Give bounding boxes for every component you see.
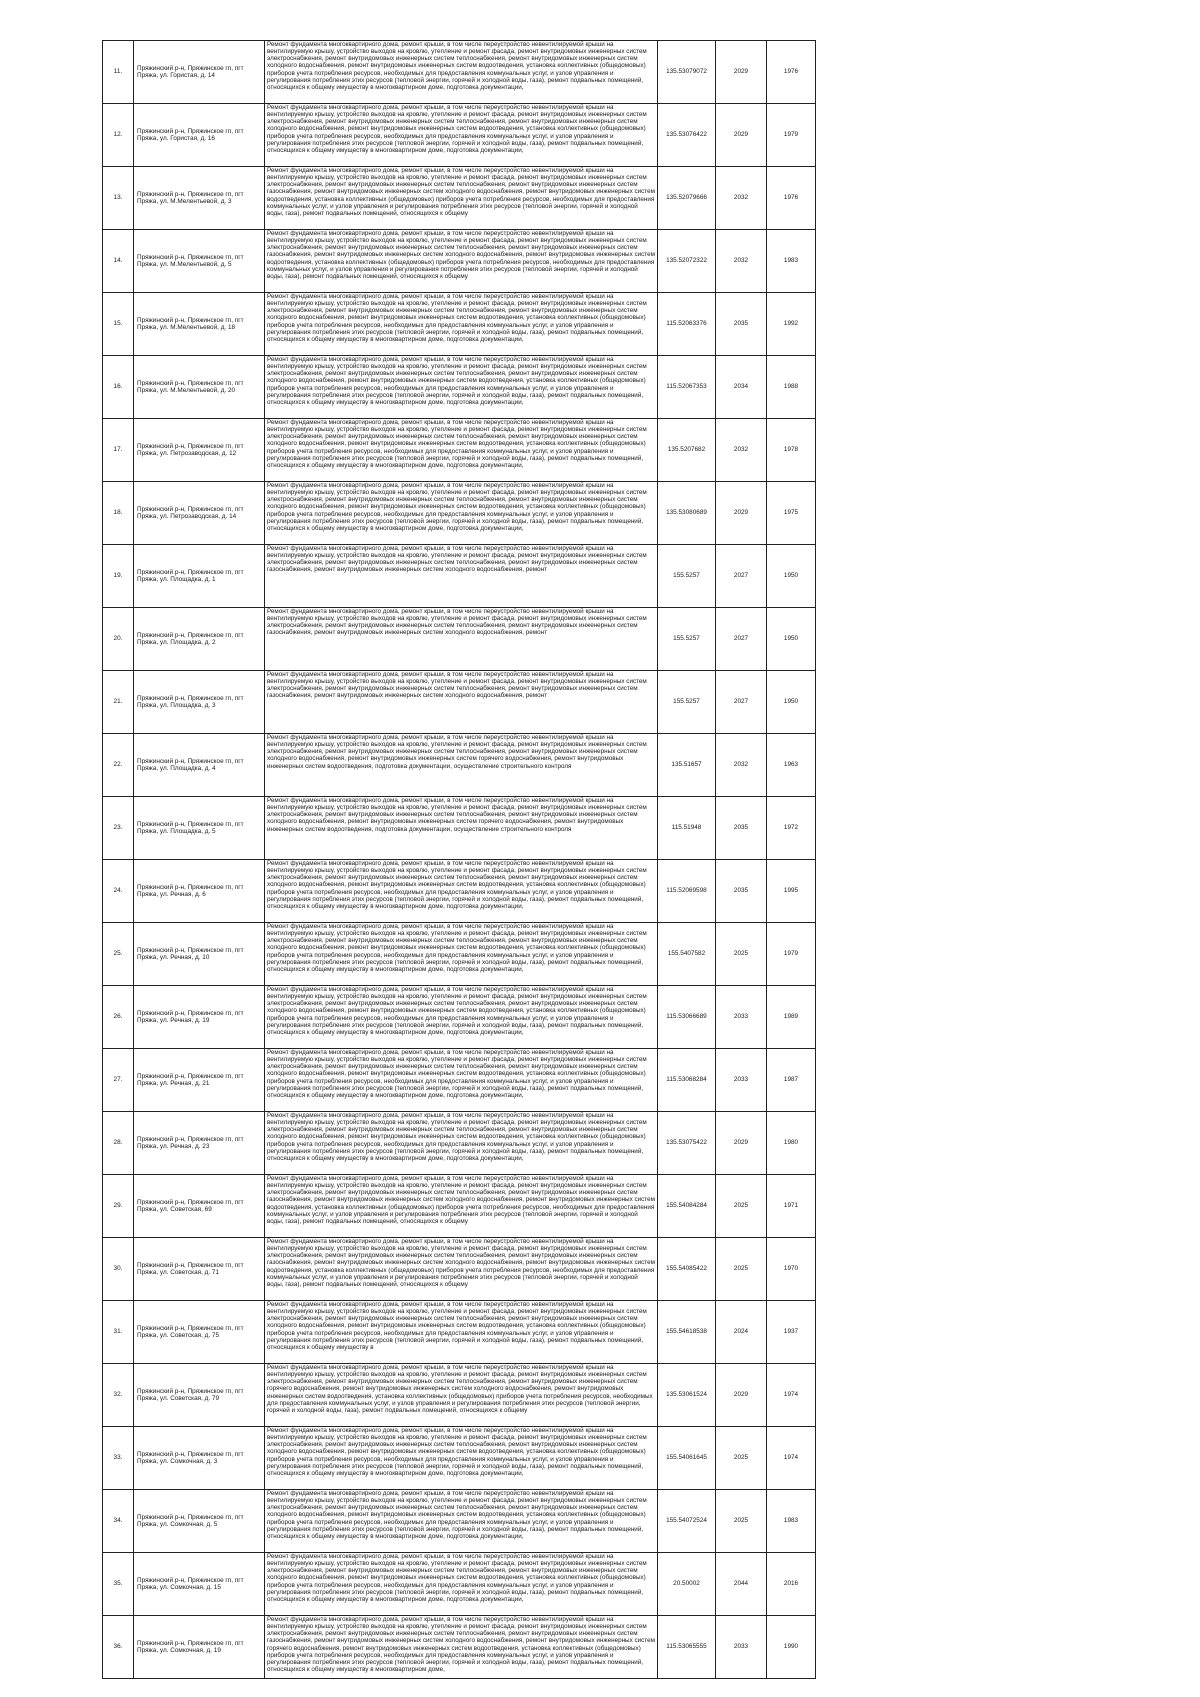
planned-year-cell: 2035: [716, 293, 767, 356]
year-built-cell: 1983: [767, 230, 816, 293]
repair-works-text: Ремонт фундамента многоквартирного дома, ремонт крыши, в том числе переустройство невентилируемой крыши на вентилируемую крышу, устройство выходов на кровлю, утепление и ремонт фасада, ремонт внутридомовых инженерных систем электроснабжения, ремонт внутридомовых инженерных систем теплоснабжения, ремонт внутридомовых инженерных систем холодного водоснабжения, ремонт внутридомовых инженерных систем водоотведения, установка коллективных (общедомовых) приборов учета потребления ресурсов, необходимых для предоставления коммунальных услуг, и узлов управления и регулирования потребления этих ресурсов (тепловой энергии, горячей и холодной воды, газа), ремонт подвальных помещений, относящихся к общему имуществу в многоквартирном доме, подготовка документации,: [267, 293, 647, 343]
row-number-cell: 16.: [103, 356, 134, 419]
repair-works-cell: [265, 923, 658, 986]
planned-year-cell: 2035: [716, 797, 767, 860]
repair-cost-cell: 155.54072524: [658, 1490, 716, 1553]
house-address-cell: Пряжинский р-н, Пряжинское гп, пгт Пряжа, ул. М.Мелентьевой, д. 3: [134, 167, 265, 230]
house-address-cell: Пряжинский р-н, Пряжинское гп, пгт Пряжа, ул. Речная, д. 23: [134, 1112, 265, 1175]
planned-year-cell: 2027: [716, 608, 767, 671]
planned-year-cell: 2029: [716, 1112, 767, 1175]
repair-cost-cell: 155.5257: [658, 608, 716, 671]
repair-works-cell: [265, 734, 658, 797]
row-number-cell: 27.: [103, 1049, 134, 1112]
house-address-cell: Пряжинский р-н, Пряжинское гп, пгт Пряжа, ул. Советская, 69: [134, 1175, 265, 1238]
year-built-cell: 1995: [767, 860, 816, 923]
table-row: [103, 1490, 816, 1553]
year-built-cell: 1971: [767, 1175, 816, 1238]
row-number-cell: 35.: [103, 1553, 134, 1616]
repair-cost-cell: 135.53080689: [658, 482, 716, 545]
repair-works-text: Ремонт фундамента многоквартирного дома, ремонт крыши, в том числе переустройство невентилируемой крыши на вентилируемую крышу, устройство выходов на кровлю, утепление и ремонт фасада, ремонт внутридомовых инженерных систем электроснабжения, ремонт внутридомовых инженерных систем теплоснабжения, ремонт внутридомовых инженерных систем холодного водоснабжения, ремонт внутридомовых инженерных систем водоотведения, установка коллективных (общедомовых) приборов учета потребления ресурсов, необходимых для предоставления коммунальных услуг, и узлов управления и регулирования потребления этих ресурсов (тепловой энергии, горячей и холодной воды, газа), ремонт подвальных помещений, относящихся к общему имуществу в многоквартирном доме, подготовка документации,: [267, 860, 647, 910]
house-address-cell: Пряжинский р-н, Пряжинское гп, пгт Пряжа, ул. Сомкочная, д. 5: [134, 1490, 265, 1553]
repair-works-cell: [265, 1238, 658, 1301]
repair-works-text: Ремонт фундамента многоквартирного дома, ремонт крыши, в том числе переустройство невентилируемой крыши на вентилируемую крышу, устройство выходов на кровлю, утепление и ремонт фасада, ремонт внутридомовых инженерных систем электроснабжения, ремонт внутридомовых инженерных систем теплоснабжения, ремонт внутридомовых инженерных систем газоснабжения, ремонт внутридомовых инженерных систем холодного водоснабжения, ремонт: [267, 671, 647, 700]
repair-works-cell: [265, 671, 658, 734]
row-number-cell: 17.: [103, 419, 134, 482]
house-address-cell: Пряжинский р-н, Пряжинское гп, пгт Пряжа, ул. Площадка, д. 3: [134, 671, 265, 734]
table-row: [103, 1301, 816, 1364]
year-built-cell: 1978: [767, 419, 816, 482]
table-row: [103, 419, 816, 482]
table-row: [103, 293, 816, 356]
table-row: [103, 797, 816, 860]
year-built-cell: 1974: [767, 1427, 816, 1490]
year-built-cell: 1988: [767, 356, 816, 419]
repair-cost-cell: 155.5407582: [658, 923, 716, 986]
repair-works-text: Ремонт фундамента многоквартирного дома, ремонт крыши, в том числе переустройство невентилируемой крыши на вентилируемую крышу, устройство выходов на кровлю, утепление и ремонт фасада, ремонт внутридомовых инженерных систем электроснабжения, ремонт внутридомовых инженерных систем теплоснабжения, ремонт внутридомовых инженерных систем холодного водоснабжения, ремонт внутридомовых инженерных систем водоотведения, установка коллективных (общедомовых) приборов учета потребления ресурсов, необходимых для предоставления коммунальных услуг, и узлов управления и регулирования потребления этих ресурсов (тепловой энергии, горячей и холодной воды, газа), ремонт подвальных помещений, относящихся к общему имуществу в многоквартирном доме, подготовка документации,: [267, 986, 647, 1036]
row-number-cell: 19.: [103, 545, 134, 608]
repair-works-text: Ремонт фундамента многоквартирного дома, ремонт крыши, в том числе переустройство невентилируемой крыши на вентилируемую крышу, устройство выходов на кровлю, утепление и ремонт фасада, ремонт внутридомовых инженерных систем электроснабжения, ремонт внутридомовых инженерных систем теплоснабжения, ремонт внутридомовых инженерных систем холодного водоснабжения, ремонт внутридомовых инженерных систем водоотведения, установка коллективных (общедомовых) приборов учета потребления ресурсов, необходимых для предоставления коммунальных услуг, и узлов управления и регулирования потребления этих ресурсов (тепловой энергии, горячей и холодной воды, газа), ремонт подвальных помещений, относящихся к общему имуществу в многоквартирном доме, подготовка документации,: [267, 1553, 647, 1603]
repair-works-cell: [265, 230, 658, 293]
repair-works-text: Ремонт фундамента многоквартирного дома, ремонт крыши, в том числе переустройство невентилируемой крыши на вентилируемую крышу, устройство выходов на кровлю, утепление и ремонт фасада, ремонт внутридомовых инженерных систем электроснабжения, ремонт внутридомовых инженерных систем теплоснабжения, ремонт внутридомовых инженерных систем холодного водоснабжения, ремонт внутридомовых инженерных систем водоотведения, установка коллективных (общедомовых) приборов учета потребления ресурсов, необходимых для предоставления коммунальных услуг, и узлов управления и регулирования потребления этих ресурсов (тепловой энергии, горячей и холодной воды, газа), ремонт подвальных помещений, относящихся к общему имуществу в многоквартирном доме, подготовка документации,: [267, 356, 647, 406]
house-address-cell: Пряжинский р-н, Пряжинское гп, пгт Пряжа, ул. Речная, д. 19: [134, 986, 265, 1049]
planned-year-cell: 2033: [716, 986, 767, 1049]
house-address-cell: Пряжинский р-н, Пряжинское гп, пгт Пряжа, ул. М.Мелентьевой, д. 20: [134, 356, 265, 419]
planned-year-cell: 2029: [716, 482, 767, 545]
planned-year-cell: 2033: [716, 1049, 767, 1112]
planned-year-cell: 2032: [716, 734, 767, 797]
year-built-cell: 1950: [767, 671, 816, 734]
row-number-cell: 13.: [103, 167, 134, 230]
repair-works-cell: [265, 104, 658, 167]
repair-works-text: Ремонт фундамента многоквартирного дома, ремонт крыши, в том числе переустройство невентилируемой крыши на вентилируемую крышу, устройство выходов на кровлю, утепление и ремонт фасада, ремонт внутридомовых инженерных систем электроснабжения, ремонт внутридомовых инженерных систем теплоснабжения, ремонт внутридомовых инженерных систем холодного водоснабжения, ремонт внутридомовых инженерных систем водоотведения, установка коллективных (общедомовых) приборов учета потребления ресурсов, необходимых для предоставления коммунальных услуг, и узлов управления и регулирования потребления этих ресурсов (тепловой энергии, горячей и холодной воды, газа), ремонт подвальных помещений, относящихся к общему имуществу в: [267, 1301, 647, 1351]
row-number-cell: 30.: [103, 1238, 134, 1301]
year-built-cell: 1979: [767, 104, 816, 167]
repair-works-cell: [265, 1490, 658, 1553]
repair-works-cell: [265, 41, 658, 104]
repair-works-cell: [265, 1427, 658, 1490]
planned-year-cell: 2029: [716, 1364, 767, 1427]
year-built-cell: 1972: [767, 797, 816, 860]
repair-cost-cell: 115.52067353: [658, 356, 716, 419]
planned-year-cell: 2044: [716, 1553, 767, 1616]
repair-cost-cell: 115.53065555: [658, 1616, 716, 1679]
repair-works-text: Ремонт фундамента многоквартирного дома, ремонт крыши, в том числе переустройство невентилируемой крыши на вентилируемую крышу, устройство выходов на кровлю, утепление и ремонт фасада, ремонт внутридомовых инженерных систем электроснабжения, ремонт внутридомовых инженерных систем теплоснабжения, ремонт внутридомовых инженерных систем холодного водоснабжения, ремонт внутридомовых инженерных систем водоотведения, установка коллективных (общедомовых) приборов учета потребления ресурсов, необходимых для предоставления коммунальных услуг, и узлов управления и регулирования потребления этих ресурсов (тепловой энергии, горячей и холодной воды, газа), ремонт подвальных помещений, относящихся к общему имуществу в многоквартирном доме, подготовка документации,: [267, 41, 647, 91]
row-number-cell: 22.: [103, 734, 134, 797]
year-built-cell: 1983: [767, 1490, 816, 1553]
repair-cost-cell: 135.53075422: [658, 1112, 716, 1175]
repair-works-cell: [265, 1553, 658, 1616]
repair-works-cell: [265, 860, 658, 923]
row-number-cell: 26.: [103, 986, 134, 1049]
table-row: [103, 167, 816, 230]
repair-cost-cell: 135.53061524: [658, 1364, 716, 1427]
repair-cost-cell: 155.54618538: [658, 1301, 716, 1364]
repair-works-text: Ремонт фундамента многоквартирного дома, ремонт крыши, в том числе переустройство невентилируемой крыши на вентилируемую крышу, устройство выходов на кровлю, утепление и ремонт фасада, ремонт внутридомовых инженерных систем электроснабжения, ремонт внутридомовых инженерных систем теплоснабжения, ремонт внутридомовых инженерных систем газоснабжения, ремонт внутридомовых инженерных систем холодного водоснабжения, ремонт внутридомовых инженерных систем горячего водоснабжения, ремонт внутридомовых инженерных систем водоотведения, установка коллективных (общедомовых) приборов учета потребления ресурсов, необходимых для предоставления коммунальных услуг, и узлов управления и регулирования потребления этих ресурсов (тепловой энергии, горячей и холодной воды, газа), ремонт подвальных помещений, относящихся к общему имуществу в многоквартирном доме,: [267, 1616, 655, 1674]
row-number-cell: 12.: [103, 104, 134, 167]
table-row: [103, 734, 816, 797]
year-built-cell: 1950: [767, 545, 816, 608]
table-row: [103, 608, 816, 671]
repair-cost-cell: 135.53079072: [658, 41, 716, 104]
planned-year-cell: 2024: [716, 1301, 767, 1364]
repair-works-text: Ремонт фундамента многоквартирного дома, ремонт крыши, в том числе переустройство невентилируемой крыши на вентилируемую крышу, устройство выходов на кровлю, утепление и ремонт фасада, ремонт внутридомовых инженерных систем электроснабжения, ремонт внутридомовых инженерных систем теплоснабжения, ремонт внутридомовых инженерных систем холодного водоснабжения, ремонт внутридомовых инженерных систем водоотведения, установка коллективных (общедомовых) приборов учета потребления ресурсов, необходимых для предоставления коммунальных услуг, и узлов управления и регулирования потребления этих ресурсов (тепловой энергии, горячей и холодной воды, газа), ремонт подвальных помещений, относящихся к общему имуществу в многоквартирном доме, подготовка документации,: [267, 923, 647, 973]
house-address-cell: Пряжинский р-н, Пряжинское гп, пгт Пряжа, ул. Площадка, д. 1: [134, 545, 265, 608]
repair-cost-cell: 135.5207682: [658, 419, 716, 482]
house-address-cell: Пряжинский р-н, Пряжинское гп, пгт Пряжа, ул. Сомкочная, д. 19: [134, 1616, 265, 1679]
table-row: [103, 1049, 816, 1112]
planned-year-cell: 2027: [716, 545, 767, 608]
year-built-cell: 1979: [767, 923, 816, 986]
repair-cost-cell: 155.5257: [658, 545, 716, 608]
repair-works-text: Ремонт фундамента многоквартирного дома, ремонт крыши, в том числе переустройство невентилируемой крыши на вентилируемую крышу, устройство выходов на кровлю, утепление и ремонт фасада, ремонт внутридомовых инженерных систем электроснабжения, ремонт внутридомовых инженерных систем теплоснабжения, ремонт внутридомовых инженерных систем газоснабжения, ремонт внутридомовых инженерных систем холодного водоснабжения, ремонт внутридомовых инженерных систем водоотведения, установка коллективных (общедомовых) приборов учета потребления ресурсов, необходимых для предоставления коммунальных услуг, и узлов управления и регулирования потребления этих ресурсов (тепловой энергии, горячей и холодной воды, газа), ремонт подвальных помещений, относящихся к общему: [267, 1175, 655, 1225]
repair-cost-cell: 155.54085422: [658, 1238, 716, 1301]
planned-year-cell: 2025: [716, 1175, 767, 1238]
row-number-cell: 31.: [103, 1301, 134, 1364]
repair-cost-cell: 135.52079666: [658, 167, 716, 230]
table-body: [103, 41, 816, 1679]
repair-works-text: Ремонт фундамента многоквартирного дома, ремонт крыши, в том числе переустройство невентилируемой крыши на вентилируемую крышу, устройство выходов на кровлю, утепление и ремонт фасада, ремонт внутридомовых инженерных систем электроснабжения, ремонт внутридомовых инженерных систем теплоснабжения, ремонт внутридомовых инженерных систем газоснабжения, ремонт внутридомовых инженерных систем холодного водоснабжения, ремонт внутридомовых инженерных систем водоотведения, установка коллективных (общедомовых) приборов учета потребления ресурсов, необходимых для предоставления коммунальных услуг, и узлов управления и регулирования потребления этих ресурсов (тепловой энергии, горячей и холодной воды, газа), ремонт подвальных помещений, относящихся к общему: [267, 230, 655, 280]
row-number-cell: 34.: [103, 1490, 134, 1553]
repair-works-cell: [265, 482, 658, 545]
table-row: [103, 1175, 816, 1238]
repair-works-text: Ремонт фундамента многоквартирного дома, ремонт крыши, в том числе переустройство невентилируемой крыши на вентилируемую крышу, устройство выходов на кровлю, утепление и ремонт фасада, ремонт внутридомовых инженерных систем электроснабжения, ремонт внутридомовых инженерных систем теплоснабжения, ремонт внутридомовых инженерных систем холодного водоснабжения, ремонт внутридомовых инженерных систем горячего водоснабжения, ремонт внутридомовых инженерных систем водоотведения, подготовка документации, осуществление строительного контроля: [267, 734, 647, 770]
table-row: [103, 986, 816, 1049]
house-address-cell: Пряжинский р-н, Пряжинское гп, пгт Пряжа, ул. Сомкочная, д. 3: [134, 1427, 265, 1490]
repair-works-cell: [265, 545, 658, 608]
house-address-cell: Пряжинский р-н, Пряжинское гп, пгт Пряжа, ул. М.Мелентьевой, д. 18: [134, 293, 265, 356]
table-row: [103, 104, 816, 167]
repair-works-text: Ремонт фундамента многоквартирного дома, ремонт крыши, в том числе переустройство невентилируемой крыши на вентилируемую крышу, устройство выходов на кровлю, утепление и ремонт фасада, ремонт внутридомовых инженерных систем электроснабжения, ремонт внутридомовых инженерных систем теплоснабжения, ремонт внутридомовых инженерных систем холодного водоснабжения, ремонт внутридомовых инженерных систем водоотведения, установка коллективных (общедомовых) приборов учета потребления ресурсов, необходимых для предоставления коммунальных услуг, и узлов управления и регулирования потребления этих ресурсов (тепловой энергии, горячей и холодной воды, газа), ремонт подвальных помещений, относящихся к общему имуществу в многоквартирном доме, подготовка документации,: [267, 419, 647, 469]
repair-works-cell: [265, 986, 658, 1049]
row-number-cell: 18.: [103, 482, 134, 545]
repair-works-cell: [265, 356, 658, 419]
repair-works-cell: [265, 1301, 658, 1364]
year-built-cell: 1974: [767, 1364, 816, 1427]
row-number-cell: 21.: [103, 671, 134, 734]
repair-works-text: Ремонт фундамента многоквартирного дома, ремонт крыши, в том числе переустройство невентилируемой крыши на вентилируемую крышу, устройство выходов на кровлю, утепление и ремонт фасада, ремонт внутридомовых инженерных систем электроснабжения, ремонт внутридомовых инженерных систем теплоснабжения, ремонт внутридомовых инженерных систем горячего водоснабжения, ремонт внутридомовых инженерных систем холодного водоснабжения, ремонт внутридомовых инженерных систем водоотведения, установка коллективных (общедомовых) приборов учета потребления ресурсов, необходимых для предоставления коммунальных услуг, и узлов управления и регулирования потребления этих ресурсов (тепловой энергии, горячей и холодной воды, газа), ремонт подвальных помещений, относящихся к общему: [267, 1364, 653, 1414]
row-number-cell: 14.: [103, 230, 134, 293]
table-row: [103, 671, 816, 734]
table-row: [103, 356, 816, 419]
table-row: [103, 860, 816, 923]
year-built-cell: 1963: [767, 734, 816, 797]
repair-works-text: Ремонт фундамента многоквартирного дома, ремонт крыши, в том числе переустройство невентилируемой крыши на вентилируемую крышу, устройство выходов на кровлю, утепление и ремонт фасада, ремонт внутридомовых инженерных систем электроснабжения, ремонт внутридомовых инженерных систем теплоснабжения, ремонт внутридомовых инженерных систем холодного водоснабжения, ремонт внутридомовых инженерных систем горячего водоснабжения, ремонт внутридомовых инженерных систем водоотведения, подготовка документации, осуществление строительного контроля: [267, 797, 647, 833]
repair-works-text: Ремонт фундамента многоквартирного дома, ремонт крыши, в том числе переустройство невентилируемой крыши на вентилируемую крышу, устройство выходов на кровлю, утепление и ремонт фасада, ремонт внутридомовых инженерных систем электроснабжения, ремонт внутридомовых инженерных систем теплоснабжения, ремонт внутридомовых инженерных систем газоснабжения, ремонт внутридомовых инженерных систем холодного водоснабжения, ремонт внутридомовых инженерных систем водоотведения, установка коллективных (общедомовых) приборов учета потребления ресурсов, необходимых для предоставления коммунальных услуг, и узлов управления и регулирования потребления этих ресурсов (тепловой энергии, горячей и холодной воды, газа), ремонт подвальных помещений, относящихся к общему: [267, 1238, 655, 1288]
row-number-cell: 25.: [103, 923, 134, 986]
repair-works-text: Ремонт фундамента многоквартирного дома, ремонт крыши, в том числе переустройство невентилируемой крыши на вентилируемую крышу, устройство выходов на кровлю, утепление и ремонт фасада, ремонт внутридомовых инженерных систем электроснабжения, ремонт внутридомовых инженерных систем теплоснабжения, ремонт внутридомовых инженерных систем газоснабжения, ремонт внутридомовых инженерных систем холодного водоснабжения, ремонт: [267, 545, 647, 574]
house-address-cell: Пряжинский р-н, Пряжинское гп, пгт Пряжа, ул. Площадка, д. 5: [134, 797, 265, 860]
house-address-cell: Пряжинский р-н, Пряжинское гп, пгт Пряжа, ул. Петрозаводская, д. 12: [134, 419, 265, 482]
row-number-cell: 29.: [103, 1175, 134, 1238]
table-row: [103, 1238, 816, 1301]
planned-year-cell: 2025: [716, 1238, 767, 1301]
house-address-cell: Пряжинский р-н, Пряжинское гп, пгт Пряжа, ул. Петрозаводская, д. 14: [134, 482, 265, 545]
table-row: [103, 1427, 816, 1490]
repair-works-cell: [265, 167, 658, 230]
row-number-cell: 33.: [103, 1427, 134, 1490]
repair-works-cell: [265, 1364, 658, 1427]
repair-cost-cell: 135.53076422: [658, 104, 716, 167]
house-address-cell: Пряжинский р-н, Пряжинское гп, пгт Пряжа, ул. Гористая, д. 14: [134, 41, 265, 104]
row-number-cell: 15.: [103, 293, 134, 356]
table-row: [103, 482, 816, 545]
repair-works-cell: [265, 419, 658, 482]
year-built-cell: 1950: [767, 608, 816, 671]
repair-cost-cell: 115.53068284: [658, 1049, 716, 1112]
repair-cost-cell: 115.52069598: [658, 860, 716, 923]
row-number-cell: 23.: [103, 797, 134, 860]
repair-works-cell: [265, 1616, 658, 1679]
table-row: [103, 41, 816, 104]
planned-year-cell: 2033: [716, 1616, 767, 1679]
planned-year-cell: 2032: [716, 230, 767, 293]
house-address-cell: Пряжинский р-н, Пряжинское гп, пгт Пряжа, ул. Советская, д. 71: [134, 1238, 265, 1301]
year-built-cell: 1937: [767, 1301, 816, 1364]
house-address-cell: Пряжинский р-н, Пряжинское гп, пгт Пряжа, ул. Гористая, д. 16: [134, 104, 265, 167]
planned-year-cell: 2032: [716, 167, 767, 230]
planned-year-cell: 2027: [716, 671, 767, 734]
planned-year-cell: 2025: [716, 1427, 767, 1490]
house-address-cell: Пряжинский р-н, Пряжинское гп, пгт Пряжа, ул. Советская, д. 79: [134, 1364, 265, 1427]
row-number-cell: 11.: [103, 41, 134, 104]
planned-year-cell: 2025: [716, 1490, 767, 1553]
repair-works-cell: [265, 1112, 658, 1175]
house-address-cell: Пряжинский р-н, Пряжинское гп, пгт Пряжа, ул. Площадка, д. 2: [134, 608, 265, 671]
repair-works-text: Ремонт фундамента многоквартирного дома, ремонт крыши, в том числе переустройство невентилируемой крыши на вентилируемую крышу, устройство выходов на кровлю, утепление и ремонт фасада, ремонт внутридомовых инженерных систем электроснабжения, ремонт внутридомовых инженерных систем теплоснабжения, ремонт внутридомовых инженерных систем холодного водоснабжения, ремонт внутридомовых инженерных систем водоотведения, установка коллективных (общедомовых) приборов учета потребления ресурсов, необходимых для предоставления коммунальных услуг, и узлов управления и регулирования потребления этих ресурсов (тепловой энергии, горячей и холодной воды, газа), ремонт подвальных помещений, относящихся к общему имуществу в многоквартирном доме, подготовка документации,: [267, 1427, 647, 1477]
year-built-cell: 1989: [767, 986, 816, 1049]
repair-works-text: Ремонт фундамента многоквартирного дома, ремонт крыши, в том числе переустройство невентилируемой крыши на вентилируемую крышу, устройство выходов на кровлю, утепление и ремонт фасада, ремонт внутридомовых инженерных систем электроснабжения, ремонт внутридомовых инженерных систем теплоснабжения, ремонт внутридомовых инженерных систем холодного водоснабжения, ремонт внутридомовых инженерных систем водоотведения, установка коллективных (общедомовых) приборов учета потребления ресурсов, необходимых для предоставления коммунальных услуг, и узлов управления и регулирования потребления этих ресурсов (тепловой энергии, горячей и холодной воды, газа), ремонт подвальных помещений, относящихся к общему имуществу в многоквартирном доме, подготовка документации,: [267, 1112, 647, 1162]
repair-works-cell: [265, 293, 658, 356]
table-row: [103, 1553, 816, 1616]
table-row: [103, 1616, 816, 1679]
repair-works-cell: [265, 1175, 658, 1238]
row-number-cell: 20.: [103, 608, 134, 671]
house-address-cell: Пряжинский р-н, Пряжинское гп, пгт Пряжа, ул. Советская, д. 75: [134, 1301, 265, 1364]
table-row: [103, 545, 816, 608]
planned-year-cell: 2025: [716, 923, 767, 986]
repair-cost-cell: 155.5257: [658, 671, 716, 734]
year-built-cell: 1976: [767, 167, 816, 230]
house-address-cell: Пряжинский р-н, Пряжинское гп, пгт Пряжа, ул. Речная, д. 10: [134, 923, 265, 986]
table-row: [103, 1112, 816, 1175]
house-address-cell: Пряжинский р-н, Пряжинское гп, пгт Пряжа, ул. М.Мелентьевой, д. 5: [134, 230, 265, 293]
house-address-cell: Пряжинский р-н, Пряжинское гп, пгт Пряжа, ул. Речная, д. 6: [134, 860, 265, 923]
house-address-cell: Пряжинский р-н, Пряжинское гп, пгт Пряжа, ул. Сомкочная, д. 15: [134, 1553, 265, 1616]
repair-works-text: Ремонт фундамента многоквартирного дома, ремонт крыши, в том числе переустройство невентилируемой крыши на вентилируемую крышу, устройство выходов на кровлю, утепление и ремонт фасада, ремонт внутридомовых инженерных систем электроснабжения, ремонт внутридомовых инженерных систем теплоснабжения, ремонт внутридомовых инженерных систем холодного водоснабжения, ремонт внутридомовых инженерных систем водоотведения, установка коллективных (общедомовых) приборов учета потребления ресурсов, необходимых для предоставления коммунальных услуг, и узлов управления и регулирования потребления этих ресурсов (тепловой энергии, горячей и холодной воды, газа), ремонт подвальных помещений, относящихся к общему имуществу в многоквартирном доме, подготовка документации,: [267, 482, 647, 532]
year-built-cell: 1990: [767, 1616, 816, 1679]
repair-works-text: Ремонт фундамента многоквартирного дома, ремонт крыши, в том числе переустройство невентилируемой крыши на вентилируемую крышу, устройство выходов на кровлю, утепление и ремонт фасада, ремонт внутридомовых инженерных систем электроснабжения, ремонт внутридомовых инженерных систем теплоснабжения, ремонт внутридомовых инженерных систем холодного водоснабжения, ремонт внутридомовых инженерных систем водоотведения, установка коллективных (общедомовых) приборов учета потребления ресурсов, необходимых для предоставления коммунальных услуг, и узлов управления и регулирования потребления этих ресурсов (тепловой энергии, горячей и холодной воды, газа), ремонт подвальных помещений, относящихся к общему имуществу в многоквартирном доме, подготовка документации,: [267, 1490, 647, 1540]
house-address-cell: Пряжинский р-н, Пряжинское гп, пгт Пряжа, ул. Площадка, д. 4: [134, 734, 265, 797]
repair-cost-cell: 20.50002: [658, 1553, 716, 1616]
row-number-cell: 36.: [103, 1616, 134, 1679]
repair-works-text: Ремонт фундамента многоквартирного дома, ремонт крыши, в том числе переустройство невентилируемой крыши на вентилируемую крышу, устройство выходов на кровлю, утепление и ремонт фасада, ремонт внутридомовых инженерных систем электроснабжения, ремонт внутридомовых инженерных систем теплоснабжения, ремонт внутридомовых инженерных систем холодного водоснабжения, ремонт внутридомовых инженерных систем водоотведения, установка коллективных (общедомовых) приборов учета потребления ресурсов, необходимых для предоставления коммунальных услуг, и узлов управления и регулирования потребления этих ресурсов (тепловой энергии, горячей и холодной воды, газа), ремонт подвальных помещений, относящихся к общему имуществу в многоквартирном доме, подготовка документации,: [267, 1049, 647, 1099]
year-built-cell: 1976: [767, 41, 816, 104]
repair-program-table: [102, 40, 816, 1679]
planned-year-cell: 2035: [716, 860, 767, 923]
year-built-cell: 1975: [767, 482, 816, 545]
year-built-cell: 1970: [767, 1238, 816, 1301]
repair-cost-cell: 115.51948: [658, 797, 716, 860]
repair-cost-cell: 115.52063376: [658, 293, 716, 356]
year-built-cell: 1992: [767, 293, 816, 356]
repair-cost-cell: 115.53066689: [658, 986, 716, 1049]
repair-works-text: Ремонт фундамента многоквартирного дома, ремонт крыши, в том числе переустройство невентилируемой крыши на вентилируемую крышу, устройство выходов на кровлю, утепление и ремонт фасада, ремонт внутридомовых инженерных систем электроснабжения, ремонт внутридомовых инженерных систем теплоснабжения, ремонт внутридомовых инженерных систем газоснабжения, ремонт внутридомовых инженерных систем холодного водоснабжения, ремонт внутридомовых инженерных систем водоотведения, установка коллективных (общедомовых) приборов учета потребления ресурсов, необходимых для предоставления коммунальных услуг, и узлов управления и регулирования потребления этих ресурсов (тепловой энергии, горячей и холодной воды, газа), ремонт подвальных помещений, относящихся к общему: [267, 167, 655, 217]
planned-year-cell: 2034: [716, 356, 767, 419]
planned-year-cell: 2029: [716, 41, 767, 104]
repair-cost-cell: 135.52072322: [658, 230, 716, 293]
repair-works-cell: [265, 1049, 658, 1112]
repair-cost-cell: 155.54084284: [658, 1175, 716, 1238]
repair-works-cell: [265, 608, 658, 671]
row-number-cell: 32.: [103, 1364, 134, 1427]
planned-year-cell: 2029: [716, 104, 767, 167]
year-built-cell: 1987: [767, 1049, 816, 1112]
row-number-cell: 28.: [103, 1112, 134, 1175]
planned-year-cell: 2032: [716, 419, 767, 482]
repair-works-cell: [265, 797, 658, 860]
repair-works-text: Ремонт фундамента многоквартирного дома, ремонт крыши, в том числе переустройство невентилируемой крыши на вентилируемую крышу, устройство выходов на кровлю, утепление и ремонт фасада, ремонт внутридомовых инженерных систем электроснабжения, ремонт внутридомовых инженерных систем теплоснабжения, ремонт внутридомовых инженерных систем холодного водоснабжения, ремонт внутридомовых инженерных систем водоотведения, установка коллективных (общедомовых) приборов учета потребления ресурсов, необходимых для предоставления коммунальных услуг, и узлов управления и регулирования потребления этих ресурсов (тепловой энергии, горячей и холодной воды, газа), ремонт подвальных помещений, относящихся к общему имуществу в многоквартирном доме, подготовка документации,: [267, 104, 647, 154]
table-row: [103, 923, 816, 986]
repair-works-text: Ремонт фундамента многоквартирного дома, ремонт крыши, в том числе переустройство невентилируемой крыши на вентилируемую крышу, устройство выходов на кровлю, утепление и ремонт фасада, ремонт внутридомовых инженерных систем электроснабжения, ремонт внутридомовых инженерных систем теплоснабжения, ремонт внутридомовых инженерных систем газоснабжения, ремонт внутридомовых инженерных систем холодного водоснабжения, ремонт: [267, 608, 647, 637]
year-built-cell: 2016: [767, 1553, 816, 1616]
year-built-cell: 1980: [767, 1112, 816, 1175]
repair-cost-cell: 155.54061645: [658, 1427, 716, 1490]
table-row: [103, 1364, 816, 1427]
house-address-cell: Пряжинский р-н, Пряжинское гп, пгт Пряжа, ул. Речная, д. 21: [134, 1049, 265, 1112]
table-row: [103, 230, 816, 293]
row-number-cell: 24.: [103, 860, 134, 923]
repair-cost-cell: 135.51657: [658, 734, 716, 797]
